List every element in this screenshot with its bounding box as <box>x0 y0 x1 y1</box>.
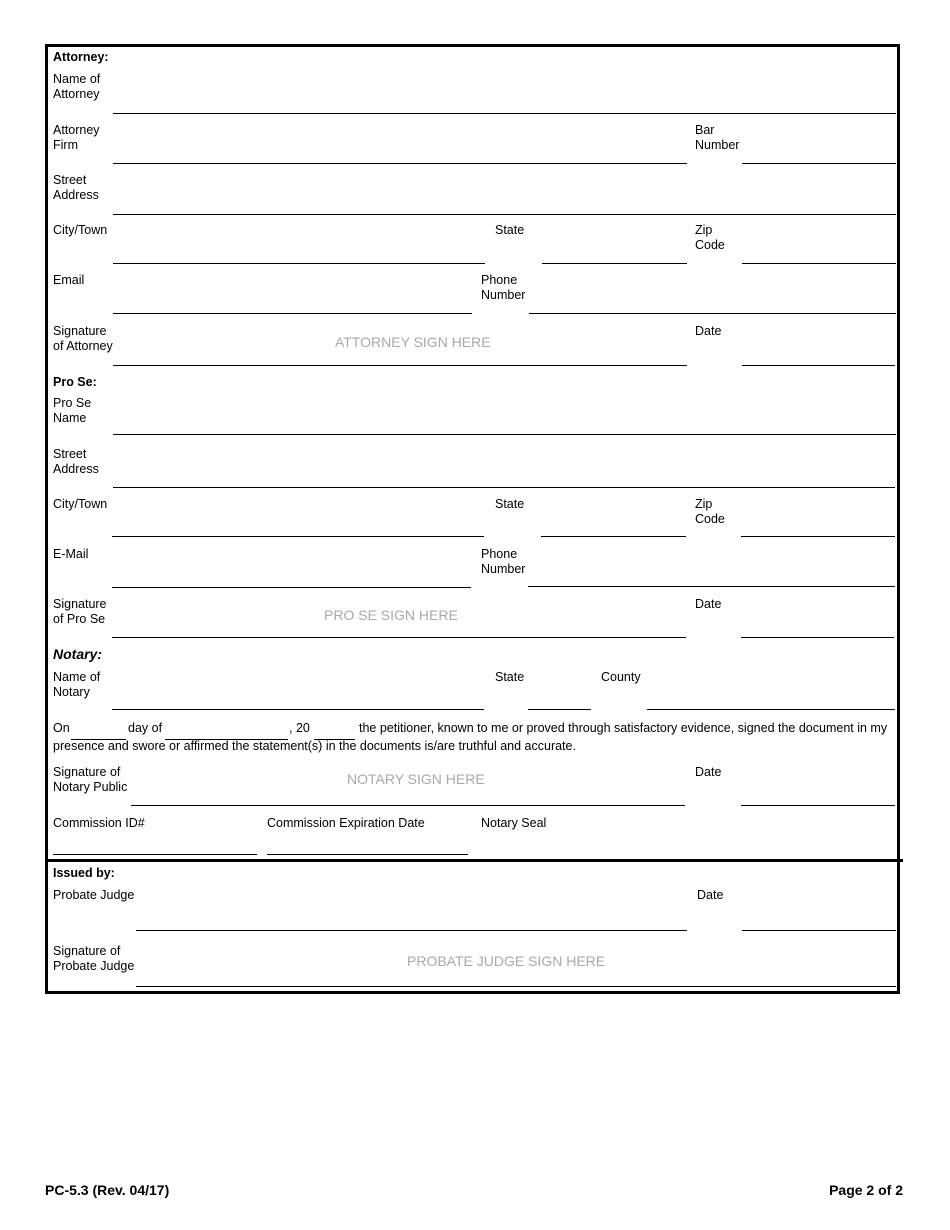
probate-judge-label: Probate Judge <box>53 888 135 902</box>
notary-signature-field[interactable] <box>131 805 685 806</box>
prose-zip-field[interactable] <box>741 536 895 537</box>
prose-street-label-line2: Address <box>53 462 99 476</box>
attorney-zip-field[interactable] <box>742 263 896 264</box>
judge-sign-here-hint: PROBATE JUDGE SIGN HERE <box>407 953 606 969</box>
prose-name-label-line1: Pro Se <box>53 396 92 410</box>
prose-zip-label <box>695 497 725 527</box>
notary-signature-label-line1: Signature of <box>53 765 121 779</box>
prose-signature-label <box>53 597 107 627</box>
attorney-bar-label-line1: Bar <box>695 123 715 137</box>
notary-seal-label: Notary Seal <box>481 816 547 830</box>
attorney-date-field[interactable] <box>742 365 895 366</box>
attorney-firm-label-line1: Attorney <box>53 123 100 137</box>
prose-name-label-line2: Name <box>53 411 87 425</box>
attorney-zip-label-line2: Code <box>695 238 725 252</box>
prose-city-label: City/Town <box>53 497 108 511</box>
prose-phone-label-line1: Phone <box>481 547 518 561</box>
prose-date-label: Date <box>695 597 722 611</box>
prose-street-label-line1: Street <box>53 447 87 461</box>
attorney-signature-label-line2: of Attorney <box>53 339 113 353</box>
oath-day-of-text: day of <box>128 721 163 735</box>
attorney-name-label <box>53 72 100 102</box>
form-frame <box>45 44 900 994</box>
attorney-street-label-line1: Street <box>53 173 87 187</box>
issued-section-divider <box>45 859 903 862</box>
prose-email-label: E-Mail <box>53 547 89 561</box>
prose-city-field[interactable] <box>112 536 484 537</box>
attorney-phone-field[interactable] <box>529 313 896 314</box>
oath-year-prefix: , 20 <box>289 721 310 735</box>
oath-text-line1: the petitioner, known to me or proved through satisfactory evidence, signed the document in my <box>359 721 888 735</box>
attorney-city-label: City/Town <box>53 223 108 237</box>
attorney-street-label <box>53 173 99 203</box>
notary-signature-label <box>53 765 127 795</box>
attorney-city-field[interactable] <box>113 263 485 264</box>
notary-name-label-line1: Name of <box>53 670 101 684</box>
attorney-signature-label-line1: Signature <box>53 324 107 338</box>
issued-date-label: Date <box>697 888 724 902</box>
notary-state-label: State <box>495 670 525 684</box>
prose-signature-field[interactable] <box>112 637 686 638</box>
prose-zip-label-line1: Zip <box>695 497 713 511</box>
attorney-bar-label <box>695 123 739 153</box>
prose-phone-label-line2: Number <box>481 562 526 576</box>
prose-email-field[interactable] <box>112 587 471 588</box>
attorney-sign-here-hint: ATTORNEY SIGN HERE <box>335 334 491 350</box>
attorney-street-label-line2: Address <box>53 188 99 202</box>
attorney-name-label-line1: Name of <box>53 72 101 86</box>
notary-date-field[interactable] <box>741 805 895 806</box>
prose-phone-label <box>481 547 525 577</box>
attorney-bar-label-line2: Number <box>695 138 740 152</box>
attorney-phone-label <box>481 273 525 303</box>
attorney-email-label: Email <box>53 273 85 287</box>
form-id: PC-5.3 (Rev. 04/17) <box>45 1182 170 1198</box>
notary-name-field[interactable] <box>112 709 484 710</box>
notary-county-label: County <box>601 670 641 684</box>
notary-name-label <box>53 670 100 700</box>
attorney-phone-label-line2: Number <box>481 288 526 302</box>
prose-heading: Pro Se: <box>53 375 97 389</box>
notary-county-field[interactable] <box>647 709 895 710</box>
notary-date-label: Date <box>695 765 722 779</box>
oath-text-line2: presence and swore or affirmed the statement(s) in the documents is/are truthful and accurate. <box>53 739 576 753</box>
prose-name-label <box>53 396 91 426</box>
probate-judge-field[interactable] <box>136 930 687 931</box>
issued-heading: Issued by: <box>53 866 115 880</box>
commission-id-label: Commission ID# <box>53 816 145 830</box>
prose-zip-label-line2: Code <box>695 512 725 526</box>
commission-exp-field[interactable] <box>267 854 468 855</box>
prose-street-label <box>53 447 99 477</box>
commission-exp-label: Commission Expiration Date <box>267 816 425 830</box>
attorney-name-field[interactable] <box>113 113 896 114</box>
attorney-date-label: Date <box>695 324 722 338</box>
prose-state-field[interactable] <box>541 536 686 537</box>
page-number: Page 2 of 2 <box>829 1182 903 1198</box>
attorney-signature-field[interactable] <box>113 365 687 366</box>
issued-date-field[interactable] <box>742 930 896 931</box>
attorney-heading: Attorney: <box>53 50 109 64</box>
oath-on-text: On <box>53 721 70 735</box>
prose-sign-here-hint: PRO SE SIGN HERE <box>324 607 458 623</box>
attorney-name-label-line2: Attorney <box>53 87 100 101</box>
prose-signature-label-line2: of Pro Se <box>53 612 106 626</box>
attorney-zip-label-line1: Zip <box>695 223 713 237</box>
attorney-state-field[interactable] <box>542 263 687 264</box>
prose-state-label: State <box>495 497 525 511</box>
prose-signature-label-line1: Signature <box>53 597 107 611</box>
prose-phone-field[interactable] <box>528 586 895 587</box>
judge-signature-label-line1: Signature of <box>53 944 121 958</box>
prose-date-field[interactable] <box>741 637 894 638</box>
attorney-signature-label <box>53 324 113 354</box>
attorney-bar-field[interactable] <box>742 163 896 164</box>
judge-signature-label-line2: Probate Judge <box>53 959 135 973</box>
attorney-zip-label <box>695 223 725 253</box>
commission-id-field[interactable] <box>53 854 257 855</box>
attorney-firm-field[interactable] <box>113 163 687 164</box>
notary-heading: Notary: <box>53 646 103 662</box>
notary-state-field[interactable] <box>528 709 591 710</box>
prose-street-field[interactable] <box>113 487 895 488</box>
judge-signature-label <box>53 944 134 974</box>
attorney-firm-label <box>53 123 100 153</box>
attorney-phone-label-line1: Phone <box>481 273 518 287</box>
notary-signature-label-line2: Notary Public <box>53 780 128 794</box>
notary-name-label-line2: Notary <box>53 685 90 699</box>
judge-signature-field[interactable] <box>136 986 896 987</box>
attorney-street-field[interactable] <box>113 214 896 215</box>
notary-sign-here-hint: NOTARY SIGN HERE <box>347 771 485 787</box>
prose-name-field[interactable] <box>113 434 896 435</box>
attorney-firm-label-line2: Firm <box>53 138 78 152</box>
attorney-state-label: State <box>495 223 525 237</box>
attorney-email-field[interactable] <box>113 313 472 314</box>
